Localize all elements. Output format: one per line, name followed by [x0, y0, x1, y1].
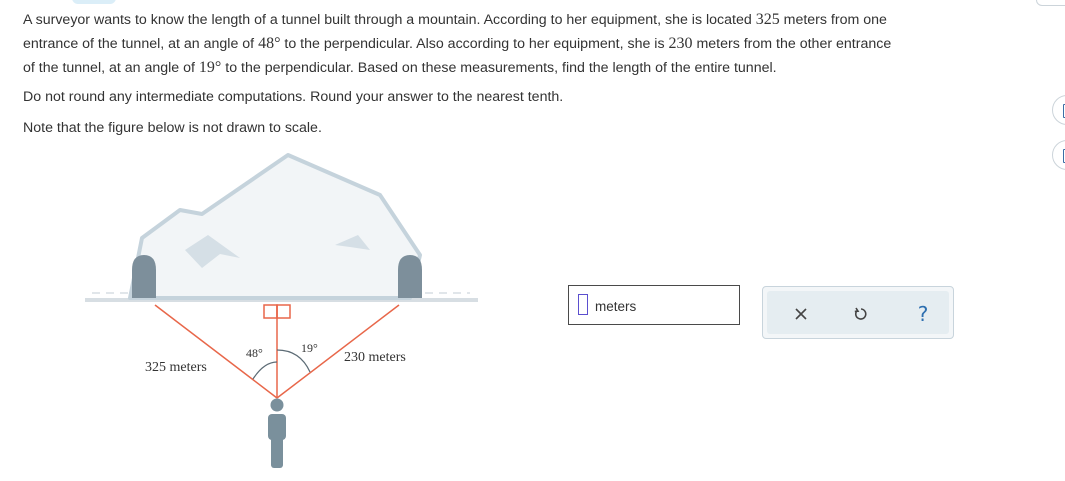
undo-icon [853, 306, 869, 322]
side-panel-edge [1036, 0, 1065, 6]
tunnel-entrance-left [132, 255, 156, 298]
label-230-meters: 230 meters [344, 350, 406, 365]
x-icon [794, 307, 808, 321]
mountain [130, 155, 420, 298]
angle-2: 19° [198, 59, 222, 76]
angle-1: 48° [258, 35, 281, 52]
distance-1: 325 [755, 11, 780, 28]
angle-arc-48 [253, 362, 277, 379]
answer-toolbar-inner [767, 291, 949, 334]
tunnel-diagram [80, 150, 490, 475]
surveyor-person-icon [268, 399, 286, 469]
side-button-bottom[interactable] [1052, 140, 1065, 170]
label-325-meters: 325 meters [145, 360, 207, 375]
clear-button[interactable] [781, 291, 821, 336]
help-button[interactable]: ? [917, 301, 929, 326]
answer-unit-label: meters [595, 299, 637, 314]
answer-toolbar [762, 286, 954, 339]
undo-button[interactable] [841, 291, 881, 336]
distance-2: 230 [668, 35, 693, 52]
problem-line-2: entrance of the tunnel, at an angle of 48° to the perpendicular. Also according to her equipment, she is 230 meters from the other entrance [23, 35, 892, 52]
problem-line-1: A surveyor wants to know the length of a tunnel built through a mountain. According to her equipment, she is located 325 meters from one [23, 11, 887, 28]
side-button-top[interactable] [1052, 95, 1065, 125]
angle-label-48: 48° [246, 346, 263, 360]
answer-input[interactable] [568, 285, 740, 325]
right-angle-mark-left [264, 305, 277, 318]
right-angle-mark-right [277, 305, 290, 318]
instruction-text: Do not round any intermediate computations. Round your answer to the nearest tenth. [23, 89, 564, 105]
answer-input-field[interactable] [578, 294, 588, 315]
figure-note: Note that the figure below is not drawn to scale. [23, 120, 322, 136]
angle-label-19: 19° [301, 341, 318, 355]
problem-text [23, 8, 1023, 80]
tunnel-figure [80, 150, 490, 475]
header-tab [72, 0, 116, 4]
tunnel-entrance-right [398, 255, 422, 298]
problem-line-3: of the tunnel, at an angle of 19° to the perpendicular. Based on these measurements, find the length of the entire tunnel. [23, 59, 777, 76]
